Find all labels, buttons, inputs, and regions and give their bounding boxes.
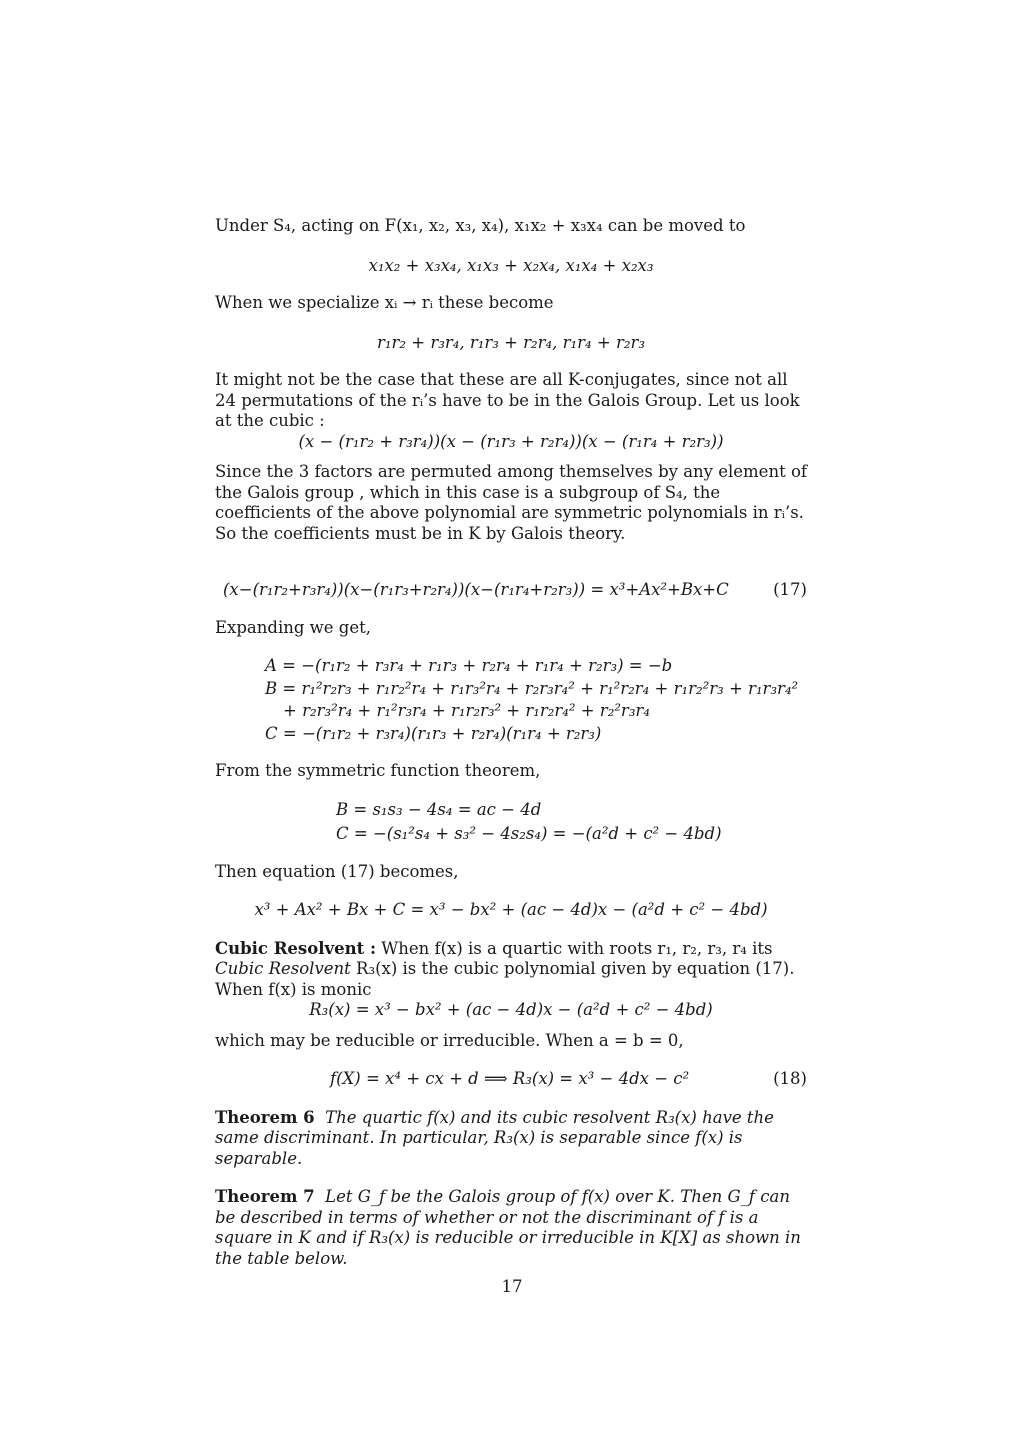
symmetric-block (215, 800, 807, 845)
intro-paragraph: Under S₄, acting on F(x₁, x₂, x₃, x₄), x₁x₂ + x₃x₄ can be moved to (215, 216, 746, 235)
equation-B-line1: B = r₁²r₂r₃ + r₁r₂²r₄ + r₁r₃²r₄ + r₂r₃r₄² + r₁²r₂r₄ + r₁r₂²r₃ + r₁r₃r₄² (265, 678, 799, 698)
cubic-resolvent-label: Cubic Resolvent : (215, 938, 377, 958)
equation-17 (215, 580, 807, 601)
cubic-resolvent-text1: When f(x) is a quartic with roots r₁, r₂, r₃, r₄ its (376, 938, 773, 958)
specialize-paragraph: When we specialize xᵢ → rᵢ these become (215, 293, 554, 312)
theorem-7-body: Let G_f be the Galois group of f(x) over K. Then G_f can be described in terms of whether or not the discriminant of f is a square in K and if R₃(x) is reducible or irreducible in K[X] as shown in the table below. (215, 1187, 801, 1268)
theorem-6 (215, 1108, 807, 1170)
equation-becomes: x³ + Ax² + Bx + C = x³ − bx² + (ac − 4d)x − (a²d + c² − 4bd) (254, 900, 768, 919)
equation-A: A = −(r₁r₂ + r₃r₄ + r₁r₃ + r₂r₄ + r₁r₄ + r₂r₃) = −b (265, 656, 673, 675)
equation-B-line2: + r₂r₃²r₄ + r₁²r₃r₄ + r₁r₂r₃² + r₁r₂r₄² + r₂²r₃r₄ (283, 701, 650, 720)
galois-paragraph: Since the 3 factors are permuted among themselves by any element of the Galois group , which in this case is a subgroup of S₄, the coefficients of the above polynomial are symmetric polynomials in rᵢ’s. So the coefficients must be in K by Galois theory. (215, 462, 807, 543)
page-number: 17 (501, 1277, 523, 1296)
theorem-6-label: Theorem 6 (215, 1107, 315, 1127)
cubic-resolvent-paragraph (215, 939, 807, 1001)
equation-C: C = −(r₁r₂ + r₃r₄)(r₁r₃ + r₂r₄)(r₁r₄ + r₂r₃) (265, 723, 602, 743)
equation-R3: R₃(x) = x³ − bx² + (ac − 4d)x − (a²d + c² − 4bd) (309, 1000, 713, 1019)
coefficients-block (215, 656, 807, 744)
equation-18-body: f(X) = x⁴ + cx + d ⟹ R₃(x) = x³ − 4dx − c² (330, 1069, 690, 1088)
cubic-resolvent-text2: R₃(x) is the cubic polynomial given by equation (17). When f(x) is monic (215, 959, 795, 999)
equation-moves: x₁x₂ + x₃x₄, x₁x₃ + x₂x₄, x₁x₄ + x₂x₃ (368, 255, 654, 275)
theorem-7 (215, 1187, 807, 1269)
theorem-6-body: The quartic f(x) and its cubic resolvent R₃(x) have the same discriminant. In particular, R₃(x) is separable since f(x) is separable. (215, 1107, 774, 1168)
equation-17-body: (x−(r₁r₂+r₃r₄))(x−(r₁r₃+r₂r₄))(x−(r₁r₄+r₂r₃)) = x³+Ax²+Bx+C (223, 580, 729, 599)
page-body (215, 216, 807, 1269)
symmetric-paragraph: From the symmetric function theorem, (215, 761, 541, 780)
theorem-7-label: Theorem 7 (215, 1187, 315, 1206)
expanding-paragraph: Expanding we get, (215, 617, 371, 637)
becomes-paragraph: Then equation (17) becomes, (215, 861, 459, 881)
reducible-paragraph: which may be reducible or irreducible. When a = b = 0, (215, 1030, 684, 1050)
equation-18 (215, 1069, 807, 1090)
equation-cubic: (x − (r₁r₂ + r₃r₄))(x − (r₁r₃ + r₂r₄))(x − (r₁r₄ + r₂r₃)) (298, 431, 724, 451)
equation-17-number: (17) (773, 580, 807, 599)
cubic-resolvent-term: Cubic Resolvent (215, 959, 351, 978)
equation-B-symmetric: B = s₁s₃ − 4s₄ = ac − 4d (336, 799, 542, 819)
equation-specialized: r₁r₂ + r₃r₄, r₁r₃ + r₂r₄, r₁r₄ + r₂r₃ (377, 332, 645, 352)
equation-C-symmetric: C = −(s₁²s₄ + s₃² − 4s₂s₄) = −(a²d + c² − 4bd) (336, 824, 722, 843)
conjugates-paragraph: It might not be the case that these are all K-conjugates, since not all 24 permutations of the rᵢ’s have to be in the Galois Group. Let us look at the cubic : (215, 370, 800, 430)
equation-18-number: (18) (773, 1069, 807, 1088)
